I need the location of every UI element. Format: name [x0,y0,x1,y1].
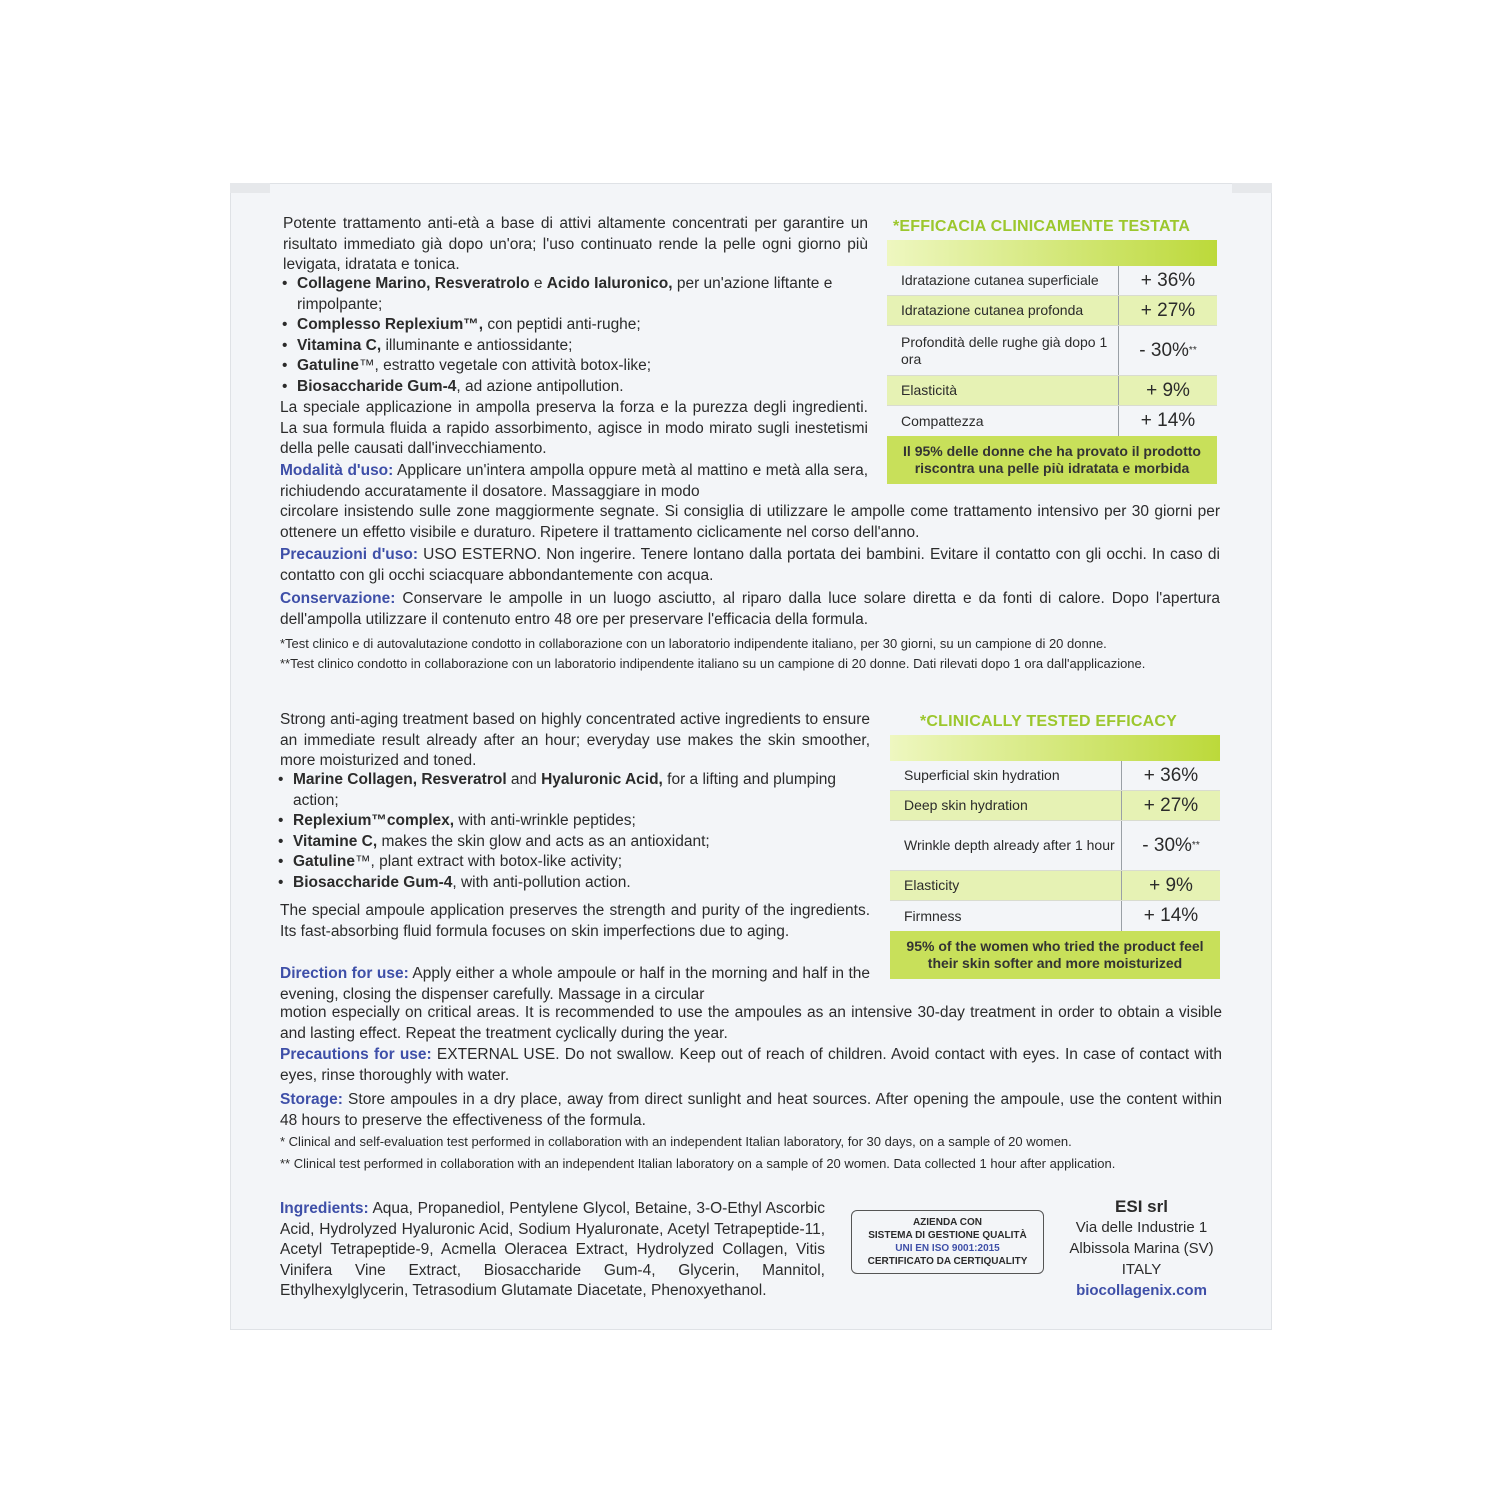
en-footnote-1: * Clinical and self-evaluation test performed in collaboration with an independent Italian laboratory, for 30 days, on a sample of 20 women. [280,1134,1072,1149]
company-name: ESI srl [1115,1197,1168,1216]
it-precautions: Precauzioni d'uso: USO ESTERNO. Non ingerire. Tenere lontano dalla portata dei bambini. Evitare il contatto con gli occhi. In caso di contatto con gli occhi sciacquare abbondantemente con acqua. [280,546,1220,584]
table-row: Elasticità + 9% [887,376,1217,406]
en-efficacy-table [890,735,1220,979]
list-item: • Collagene Marino, Resveratrolo e Acido Ialuronico, per un'azione liftante e rimpolpante; [281,274,868,315]
box-flap [230,183,270,193]
it-intro: Potente trattamento anti-età a base di attivi altamente concentrati per garantire un risultato immediato già dopo un'ora; l'uso continuato rende la pelle ogni giorno più levigata, idratata e tonica. [283,215,868,273]
list-item: • Replexium™complex, with anti-wrinkle peptides; [277,811,870,832]
table-row: Superficial skin hydration + 36% [890,761,1220,791]
it-efficacy-table [887,240,1217,484]
en-bullets [277,770,870,893]
list-item: • Vitamina C, illuminante e antiossidante; [281,336,868,357]
certification-badge: AZIENDA CON SISTEMA DI GESTIONE QUALITÀ UNI EN ISO 9001:2015 CERTIFICATO DA CERTIQUALITY [851,1210,1044,1274]
en-storage: Storage: Store ampoules in a dry place, away from direct sunlight and heat sources. After opening the ampoule, use the content within 48 hours to preserve the effectiveness of the formula. [280,1091,1222,1129]
ingredients: Ingredients: Aqua, Propanediol, Pentylene Glycol, Betaine, 3-O-Ethyl Ascorbic Acid, Hydrolyzed Hyaluronic Acid, Sodium Hyaluronate, Acetyl Tetrapeptide-11, Acetyl Tetrapeptide-9, Acmella Oleracea Extract, Hydrolyzed Collagen, Vitis Vinifera Vine Extract, Biosaccharide Gum-4, Glycerin, Mannitol, Ethylhexylglycerin, Tetrasodium Glutamate Diacetate, Phenoxyethanol. [280,1200,825,1299]
en-usage: Direction for use: Apply either a whole ampoule or half in the morning and half in the evening, closing the dispenser carefully. Massage in a circular [280,965,870,1003]
company-website[interactable]: biocollagenix.com [1076,1282,1207,1299]
table-row: Idratazione cutanea superficiale + 36% [887,266,1217,296]
company-info [1054,1196,1229,1301]
it-footnote-2: **Test clinico condotto in collaborazione con un laboratorio indipendente italiano su un campione di 20 donne. Dati rilevati dopo 1 ora dall'applicazione. [280,656,1146,671]
table-row: Wrinkle depth already after 1 hour - 30% ** [890,821,1220,871]
company-address: Via delle Industrie 1 [1075,1219,1208,1236]
table-row: Deep skin hydration + 27% [890,791,1220,821]
it-storage: Conservazione: Conservare le ampolle in un luogo asciutto, al riparo dalla luce solare diretta e da fonti di calore. Dopo l'apertura dell'ampolla utilizzare il contenuto entro 48 ore per preservare l'efficacia della formula. [280,590,1220,628]
list-item: • Gatuline™, plant extract with botox-like activity; [277,852,870,873]
en-intro: Strong anti-aging treatment based on highly concentrated active ingredients to ensure an immediate result already after an hour; everyday use makes the skin smoother, more moisturized and toned. [280,711,870,769]
en-paragraph: The special ampoule application preserves the strength and purity of the ingredients. Its fast-absorbing fluid formula focuses on skin imperfections due to aging. [280,902,870,940]
it-efficacy-title: *EFFICACIA CLINICAMENTE TESTATA [893,218,1191,235]
table-header-bar [890,735,1220,761]
table-row: Firmness + 14% [890,901,1220,931]
efficacy-footer: Il 95% delle donne che ha provato il prodotto riscontra una pelle più idratata e morbida [887,436,1217,484]
company-city: Albissola Marina (SV) ITALY [1069,1240,1214,1278]
list-item: • Biosaccharide Gum-4, ad azione antipollution. [281,377,868,398]
it-usage: Modalità d'uso: Applicare un'intera ampolla oppure metà al mattino e metà alla sera, richiudendo accuratamente il dosatore. Massaggiare in modo [280,462,869,500]
table-header-bar [887,240,1217,266]
table-row: Profondità delle rughe già dopo 1 ora - 30% ** [887,326,1217,376]
en-precautions: Precautions for use: EXTERNAL USE. Do not swallow. Keep out of reach of children. Avoid contact with eyes. In case of contact with eyes, rinse thoroughly with water. [280,1046,1222,1084]
table-row: Elasticity + 9% [890,871,1220,901]
list-item: • Gatuline™, estratto vegetale con attività botox-like; [281,356,868,377]
it-usage-cont: circolare insistendo sulle zone maggiormente segnate. Si consiglia di utilizzare le ampolle come trattamento intensivo per 30 giorni per ottenere un effetto visibile e duraturo. Ripetere il trattamento ciclicamente nel corso dell'anno. [280,503,1220,541]
box-flap [1232,183,1272,193]
efficacy-footer: 95% of the women who tried the product feel their skin softer and more moisturized [890,931,1220,979]
it-footnote-1: *Test clinico e di autovalutazione condotto in collaborazione con un laboratorio indipendente italiano, per 30 giorni, su un campione di 20 donne. [280,636,1107,651]
table-row: Compattezza + 14% [887,406,1217,436]
en-footnote-2: ** Clinical test performed in collaboration with an independent Italian laboratory on a sample of 20 women. Data collected 1 hour after application. [280,1156,1116,1171]
it-bullets [281,274,868,397]
list-item: • Biosaccharide Gum-4, with anti-pollution action. [277,873,870,894]
it-paragraph: La speciale applicazione in ampolla preserva la forza e la purezza degli ingredienti. La sua formula fluida a rapido assorbimento, agisce in modo mirato sugli inestetismi della pelle causati dall'invecchiamento. [280,399,868,457]
en-usage-cont: motion especially on critical areas. It is recommended to use the ampoules as an intensive 30-day treatment in order to obtain a visible and lasting effect. Repeat the treatment cyclically during the year. [280,1004,1222,1042]
table-row: Idratazione cutanea profonda + 27% [887,296,1217,326]
ingredients-label: Ingredients: [280,1200,369,1217]
list-item: • Complesso Replexium™, con peptidi anti-rughe; [281,315,868,336]
list-item: • Vitamine C, makes the skin glow and acts as an antioxidant; [277,832,870,853]
en-efficacy-title: *CLINICALLY TESTED EFFICACY [920,713,1177,730]
usage-label: Modalità d'uso: [280,462,394,479]
list-item: • Marine Collagen, Resveratrol and Hyaluronic Acid, for a lifting and plumping action; [277,770,870,811]
